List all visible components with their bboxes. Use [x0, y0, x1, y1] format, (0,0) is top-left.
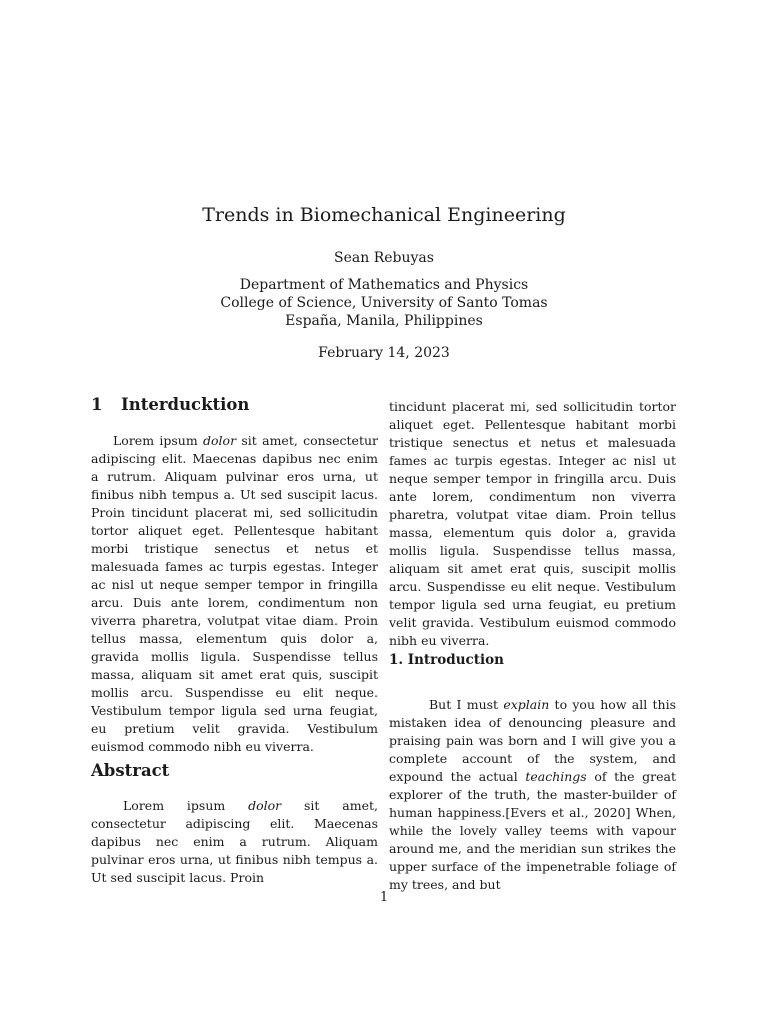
text-run: Lorem ipsum	[123, 798, 249, 813]
section-number: 1	[91, 395, 103, 414]
text-run: But I must	[429, 697, 504, 712]
abstract-paragraph	[91, 797, 378, 887]
paper-date: February 14, 2023	[318, 345, 450, 361]
page-number: 1	[379, 890, 389, 905]
text-run: Lorem ipsum	[113, 433, 204, 448]
body-paragraph	[389, 696, 676, 894]
text-run: to you how all this mistaken idea of denouncing pleasure and praising pain was born and I will give you a complete account of the system, and expound the actual	[389, 697, 676, 784]
text-run: sit amet, consectetur adipiscing elit. Maecenas dapibus nec enim a rutrum. Aliquam pulvinar eros urna, ut finibus nibh tempus a. Ut sed suscipit lacus. Proin	[91, 798, 378, 885]
abstract-heading	[91, 762, 378, 780]
section-heading-interducktion	[91, 396, 378, 414]
text-run: of the great explorer of the truth, the master-builder of human happiness.[Evers et al., 2020] When, while the lovely valley teems with vapour around me, and the meridian sun strikes the upper surface of the impenetrable foliage of my trees, and but	[389, 769, 676, 892]
section-title: 1. Introduction	[389, 652, 504, 668]
text-emphasis: teachings	[525, 769, 587, 784]
body-paragraph	[91, 432, 378, 756]
affiliation-line: Department of Mathematics and Physics	[239, 277, 529, 293]
affiliation	[0, 276, 768, 330]
section-title: Interducktion	[121, 395, 250, 414]
author-name: Sean Rebuyas	[334, 250, 434, 266]
text-emphasis: dolor	[203, 433, 237, 448]
abstract-title: Abstract	[91, 761, 170, 780]
body-paragraph-continued: tincidunt placerat mi, sed sollicitudin tortor aliquet eget. Pellentesque habitant morbi tristique senectus et netus et malesuada fames ac turpis egestas. Integer ac nisl ut neque semper tempor in fringilla arcu. Duis ante lorem, condimentum non viverra pharetra, volutpat vitae diam. Proin tellus massa, elementum quis dolor a, gravida mollis ligula. Suspendisse tellus massa, aliquam sit amet erat quis, suscipit mollis arcu. Suspendisse eu elit neque. Vestibulum tempor ligula sed urna feugiat, eu pretium velit gravida. Vestibulum euismod commodo nibh eu viverra.	[389, 399, 676, 648]
affiliation-line: College of Science, University of Santo Tomas	[220, 295, 548, 311]
text-run: sit amet, consectetur adipiscing elit. Maecenas dapibus nec enim a rutrum. Aliquam pulvinar eros urna, ut finibus nibh tempus a. Ut sed suscipit lacus. Proin tincidunt placerat mi, sed sollicitudin tortor aliquet eget. Pellentesque habitant morbi tristique senectus et netus et malesuada fames ac turpis egestas. Integer ac nisl ut neque semper tempor in fringilla arcu. Duis ante lorem, condimentum non viverra pharetra, volutpat vitae diam. Proin tellus massa, elementum quis dolor a, gravida mollis ligula. Suspendisse tellus massa, aliquam sit amet erat quis, suscipit mollis arcu. Suspendisse eu elit neque. Vestibulum tempor ligula sed urna feugiat, eu pretium velit gravida. Vestibulum euismod commodo nibh eu viverra.	[91, 433, 378, 754]
affiliation-line: España, Manila, Philippines	[285, 313, 483, 329]
text-emphasis: dolor	[248, 798, 282, 813]
section-heading-introduction	[389, 651, 676, 669]
text-emphasis: explain	[503, 697, 550, 712]
paper-title: Trends in Biomechanical Engineering	[202, 204, 566, 226]
